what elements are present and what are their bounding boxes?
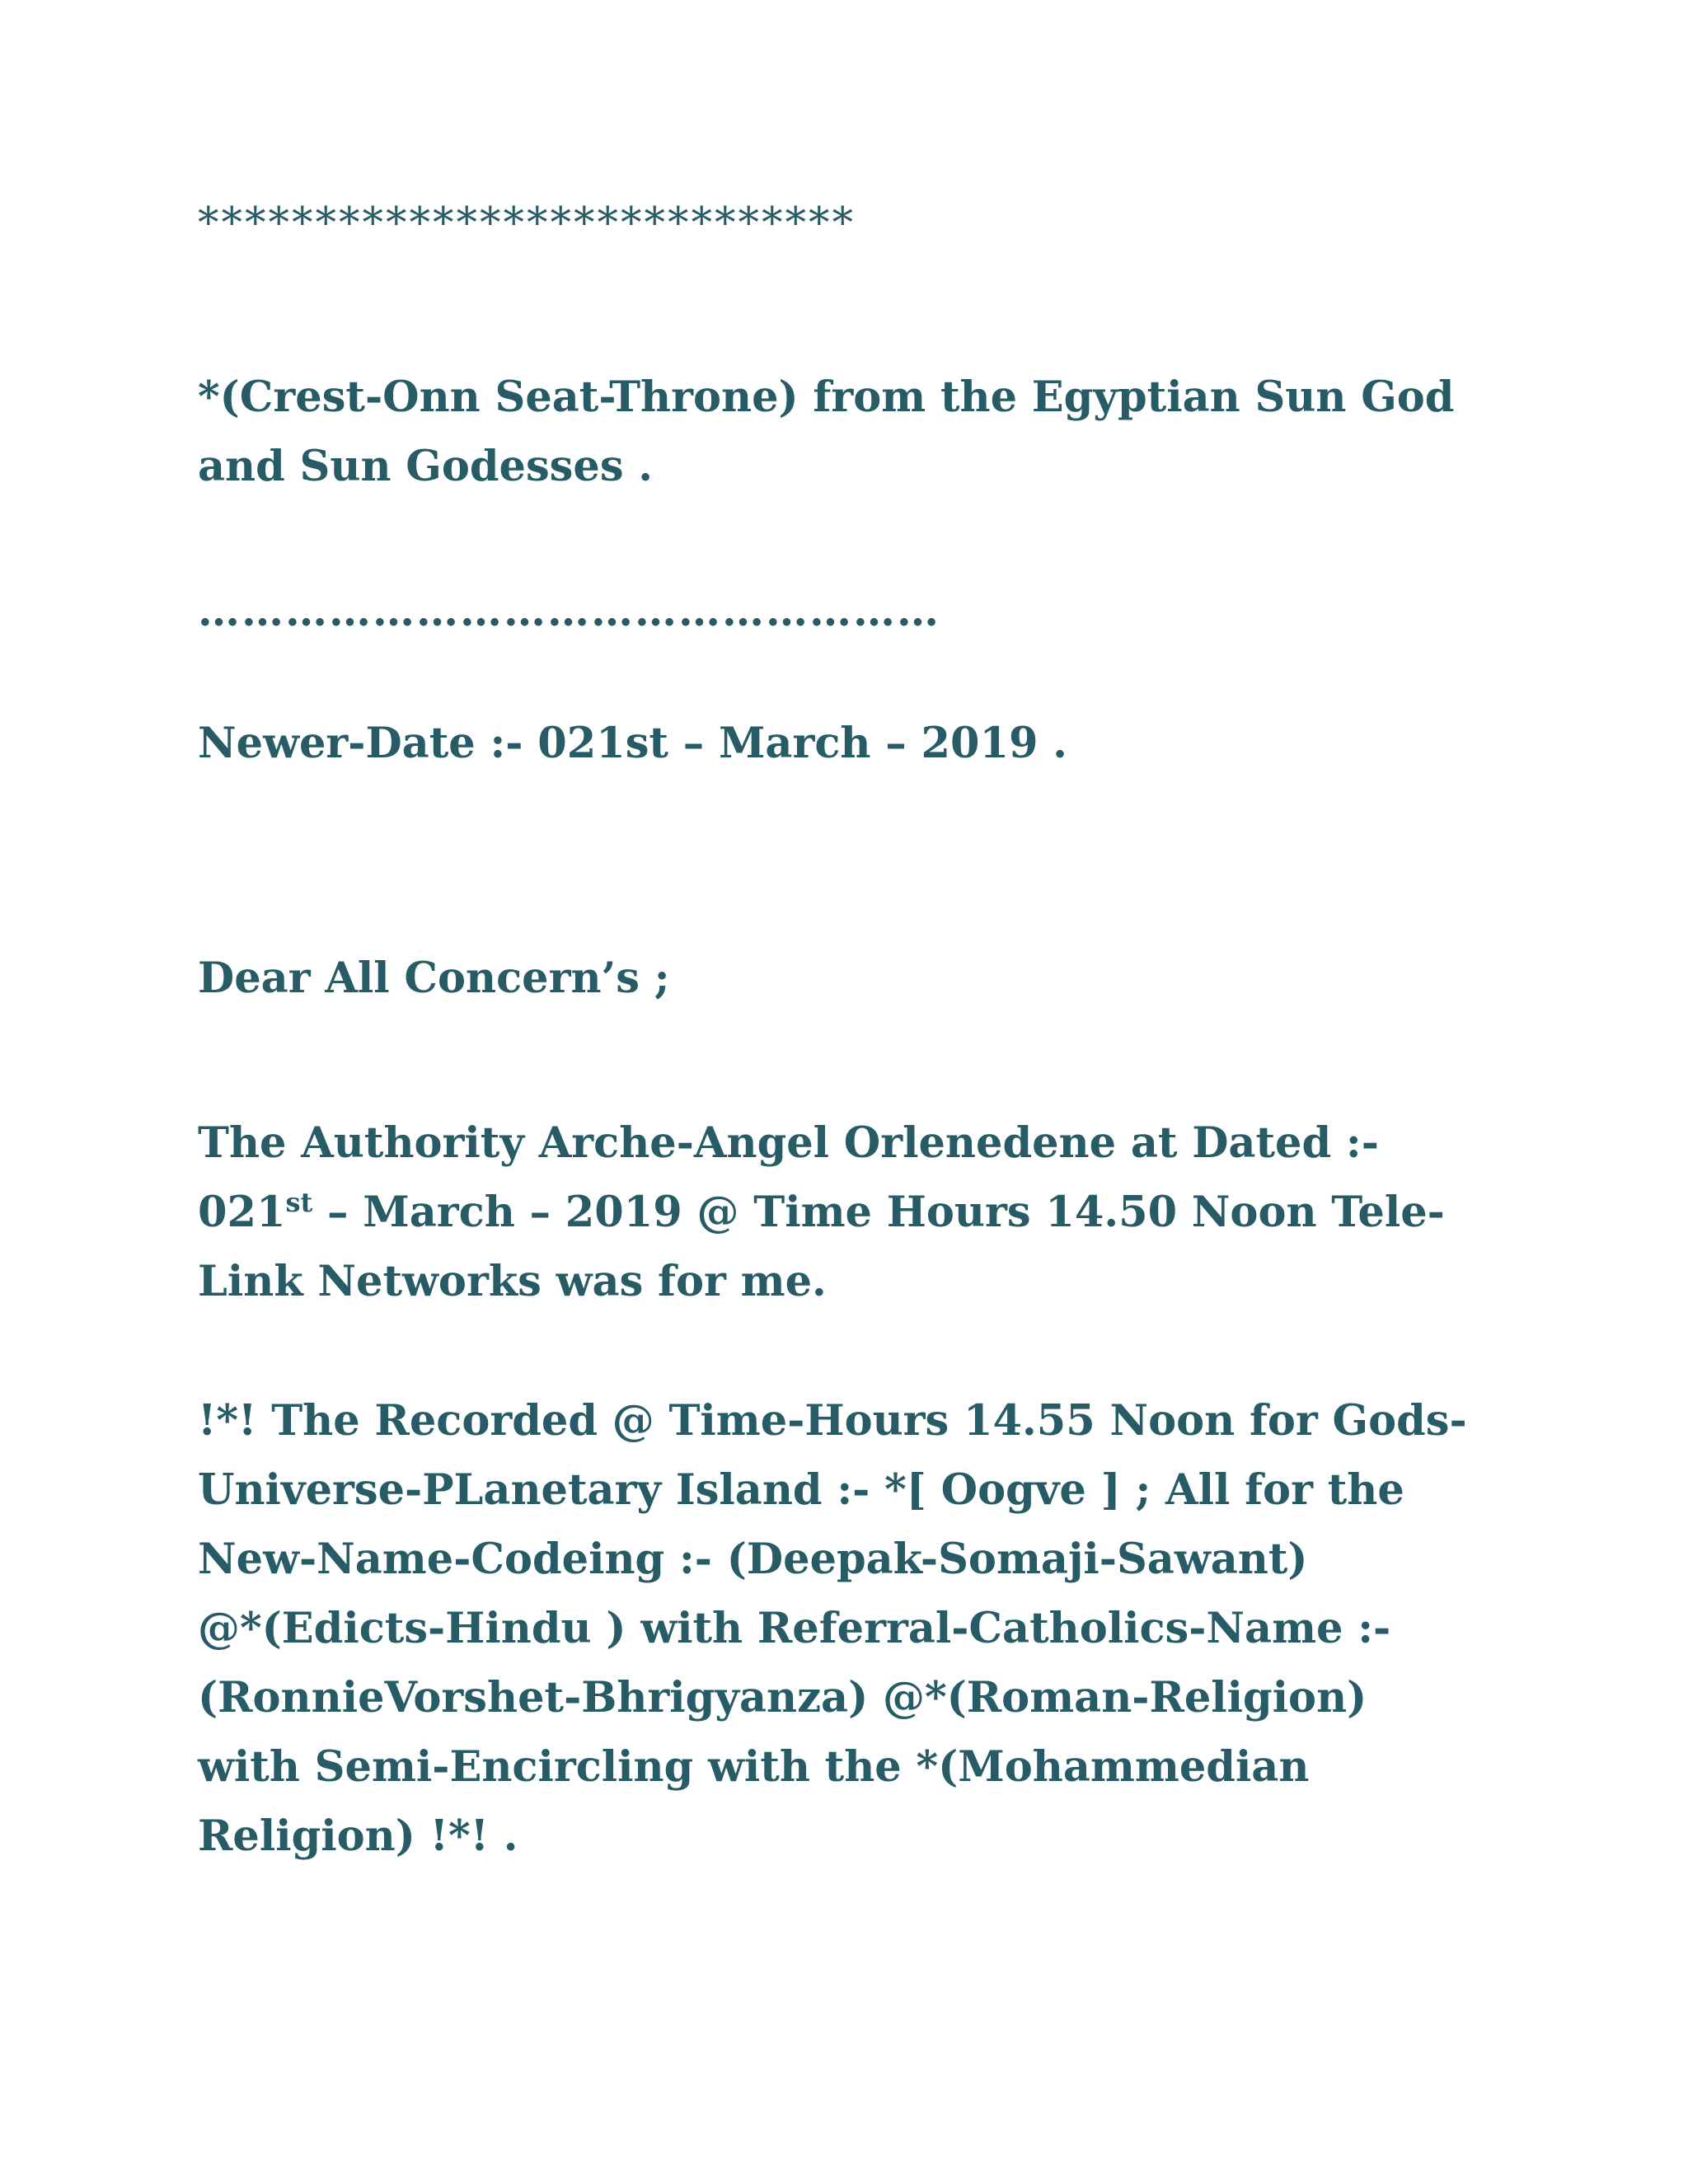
paragraph2-line: Religion) !*! . bbox=[198, 1811, 518, 1861]
greeting: Dear All Concern’s ; bbox=[198, 954, 670, 1003]
paragraph1-line-3: Link Networks was for me. bbox=[198, 1257, 827, 1306]
paragraph-recorded bbox=[198, 1386, 1517, 1871]
paragraph1-line-1: The Authority Arche-Angel Orlenedene at Dated :- bbox=[198, 1118, 1379, 1168]
paragraph2-line: Universe-PLanetary Island :- *[ Oogve ] ; All for the bbox=[198, 1465, 1404, 1515]
paragraph2-line: !*! The Recorded @ Time-Hours 14.55 Noon for Gods- bbox=[198, 1396, 1467, 1446]
date-number: 021 bbox=[198, 1188, 286, 1237]
paragraph2-line: with Semi-Encircling with the *(Mohammedian bbox=[198, 1742, 1310, 1792]
paragraph2-line: New-Name-Codeing :- (Deepak-Somaji-Sawant) bbox=[198, 1535, 1308, 1584]
document-heading bbox=[198, 363, 1517, 501]
paragraph-authority bbox=[198, 1108, 1517, 1316]
paragraph1-line-2-rest: – March – 2019 @ Time Hours 14.50 Noon Tele- bbox=[312, 1188, 1445, 1237]
paragraph1-line-2 bbox=[198, 1178, 1517, 1247]
paragraph2-line: (RonnieVorshet-Bhrigyanza) @*(Roman-Religion) bbox=[198, 1673, 1367, 1722]
paragraph2-line: @*(Edicts-Hindu ) with Referral-Catholics-Name :- bbox=[198, 1604, 1391, 1653]
ordinal-suffix: st bbox=[285, 1187, 313, 1218]
heading-line-1: *(Crest-Onn Seat-Throne) from the Egyptian Sun God bbox=[198, 373, 1455, 422]
stars-separator: **************************** bbox=[198, 199, 856, 248]
date-line: Newer-Date :- 021st – March – 2019 . bbox=[198, 719, 1067, 768]
dots-separator: …………………………………………… bbox=[198, 587, 940, 636]
heading-line-2: and Sun Godesses . bbox=[198, 442, 654, 491]
